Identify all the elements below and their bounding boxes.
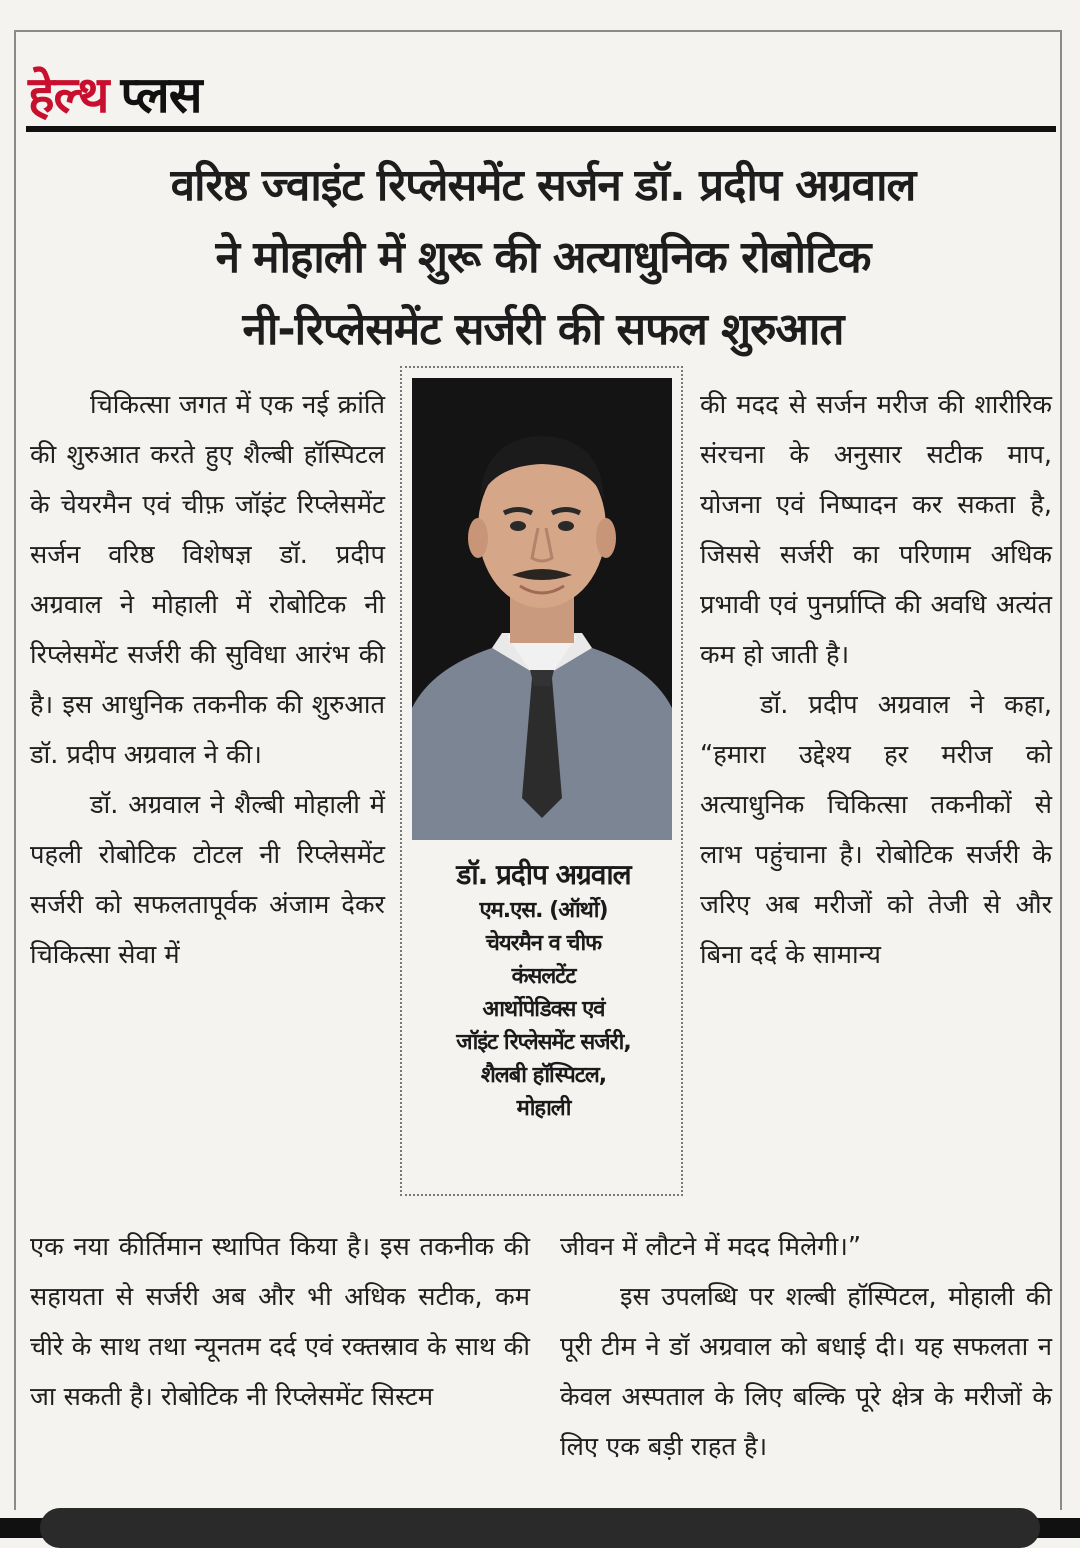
caption-line: कंसलटेंट (511, 964, 576, 989)
page-frame-top (14, 30, 1062, 32)
paragraph: डॉ. अग्रवाल ने शैल्बी मोहाली में पहली रोबोटिक टोटल नी रिप्लेसमेंट सर्जरी को सफलतापूर्वक अंजाम देकर चिकित्सा सेवा में (30, 790, 385, 970)
headline-line-3: नी-रिप्लेसमेंट सर्जरी की सफल शुरुआत (242, 304, 844, 355)
article-bottom-left (30, 1222, 530, 1422)
masthead-rule (26, 126, 1056, 132)
paragraph: चिकित्सा जगत में एक नई क्रांति की शुरुआत करते हुए शैल्बी हॉस्पिटल के चेयरमैन एवं चीफ़ जॉइंट रिप्लेसमेंट सर्जन वरिष्ठ विशेषज्ञ डॉ. प्रदीप अग्रवाल ने मोहाली में रोबोटिक नी रिप्लेसमेंट सर्जरी की सुविधा आरंभ की है। इस आधुनिक तकनीक की शुरुआत डॉ. प्रदीप अग्रवाल ने की। (30, 390, 385, 770)
caption-line: मोहाली (516, 1096, 571, 1121)
portrait-illustration (412, 378, 672, 840)
screen-bottom-pill (40, 1508, 1040, 1548)
paragraph: की मदद से सर्जन मरीज की शारीरिक संरचना के अनुसार सटीक माप, योजना एवं निष्पादन कर सकता है, जिससे सर्जरी का परिणाम अधिक प्रभावी एवं पुनर्प्राप्ति की अवधि अत्यंत कम हो जाती है। (700, 390, 1052, 670)
headline (30, 150, 1056, 366)
section-masthead (28, 55, 202, 125)
page-frame-left (14, 30, 16, 1510)
caption-line: जॉइंट रिप्लेसमेंट सर्जरी, (456, 1030, 631, 1055)
caption-name: डॉ. प्रदीप अग्रवाल (456, 858, 631, 891)
paragraph: इस उपलब्धि पर शल्बी हॉस्पिटल, मोहाली की पूरी टीम ने डॉ अग्रवाल को बधाई दी। यह सफलता न केवल अस्पताल के लिए बल्कि पूरे क्षेत्र के मरीजों के लिए एक बड़ी राहत है। (560, 1282, 1052, 1462)
caption-line: एम.एस. (ऑर्थो) (479, 898, 608, 923)
paragraph: एक नया कीर्तिमान स्थापित किया है। इस तकनीक की सहायता से सर्जरी अब और भी अधिक सटीक, कम चीरे के साथ तथा न्यूनतम दर्द एवं रक्तस्राव के साथ की जा सकती है। रोबोटिक नी रिप्लेसमेंट सिस्टम (30, 1232, 530, 1412)
article-bottom-right (560, 1222, 1052, 1472)
caption-line: चेयरमैन व चीफ (485, 931, 602, 956)
article-column-left (30, 380, 385, 980)
headline-line-2: ने मोहाली में शुरू की अत्याधुनिक रोबोटिक (215, 232, 871, 283)
portrait-photo (412, 378, 672, 840)
photo-box (400, 366, 683, 1196)
caption-line: शैलबी हॉस्पिटल, (480, 1063, 607, 1088)
masthead-plus: प्लस (120, 66, 202, 124)
article-column-right (700, 380, 1052, 980)
paragraph: जीवन में लौटने में मदद मिलेगी।” (560, 1232, 862, 1262)
page-frame-right (1060, 30, 1062, 1510)
paragraph: डॉ. प्रदीप अग्रवाल ने कहा, “हमारा उद्देश्य हर मरीज को अत्याधुनिक चिकित्सा तकनीकों से लाभ पहुंचाना है। रोबोटिक सर्जरी के जरिए अब मरीजों को तेजी से और बिना दर्द के सामान्य (700, 690, 1052, 970)
masthead-health: हेल्थ (28, 66, 109, 124)
photo-caption (402, 856, 685, 1125)
headline-line-1: वरिष्ठ ज्वाइंट रिप्लेसमेंट सर्जन डॉ. प्रदीप अग्रवाल (170, 160, 916, 211)
caption-line: आर्थोपेडिक्स एवं (482, 997, 605, 1022)
